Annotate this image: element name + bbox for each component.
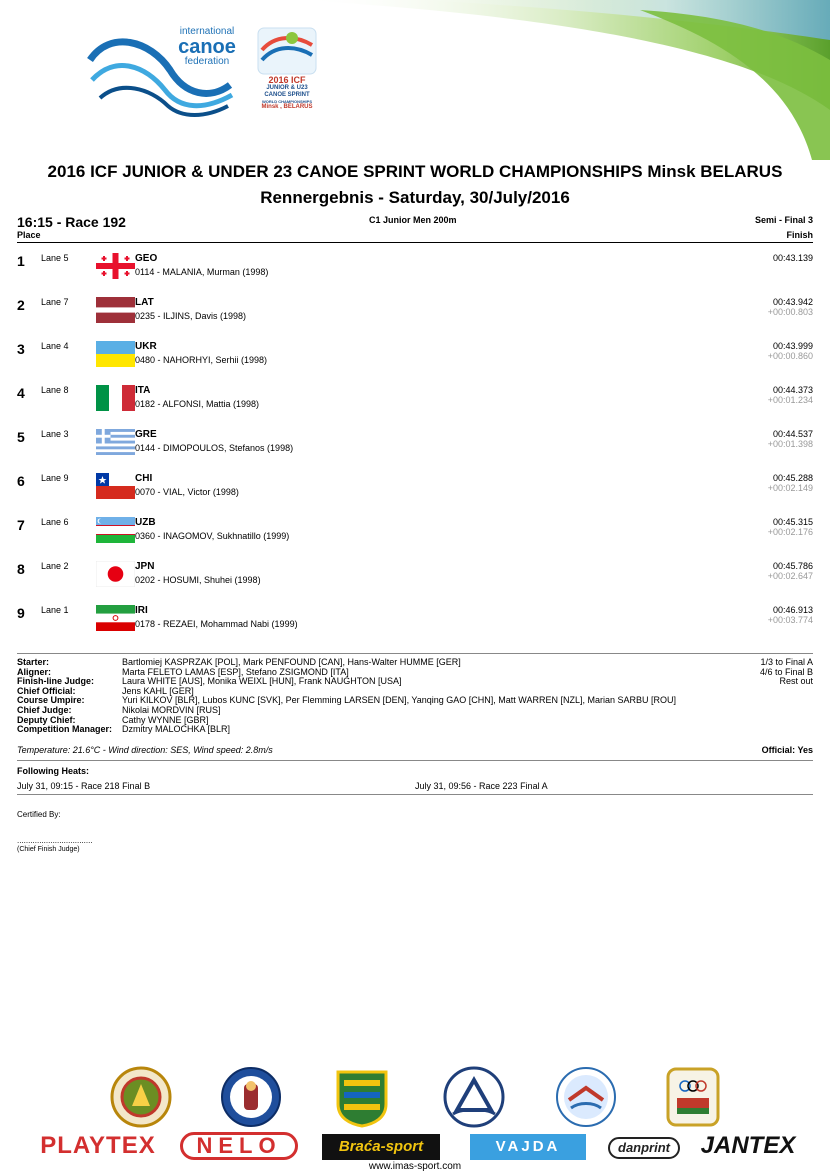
- result-row: [17, 471, 813, 515]
- result-time: 00:45.315: [772, 517, 813, 527]
- result-row: [17, 515, 813, 559]
- result-lane: Lane 5: [41, 253, 69, 263]
- result-place: 4: [17, 385, 25, 401]
- result-time: 00:45.288: [772, 473, 813, 483]
- lat-flag-icon: [96, 297, 135, 323]
- header-banner: [0, 0, 830, 160]
- federation-emblem-3-icon: [332, 1066, 392, 1128]
- official-status: Official: Yes: [761, 745, 813, 755]
- chi-flag-icon: [96, 473, 135, 499]
- federation-emblem-6-icon: [665, 1066, 721, 1128]
- result-nation: GRE: [135, 429, 157, 440]
- sponsor-jantex: JANTEX: [700, 1132, 796, 1159]
- result-time: 00:43.999: [772, 341, 813, 351]
- icf-logo-line3: federation: [184, 56, 230, 67]
- qualification-line: Rest out: [779, 676, 813, 687]
- official-value: Nikolai MORDVIN [RUS]: [122, 705, 221, 715]
- qualification-rules: [760, 658, 813, 687]
- iri-flag-icon: [96, 605, 135, 631]
- qualification-line: 1/3 to Final A: [760, 657, 813, 667]
- weather-divider: [17, 760, 813, 761]
- result-nation: GEO: [135, 253, 158, 264]
- event-logo-line3: CANOE SPRINT: [264, 92, 310, 98]
- official-label: Course Umpire:: [17, 695, 85, 706]
- result-lane: Lane 1: [41, 605, 69, 615]
- icf-logo: [172, 27, 242, 67]
- result-athlete: 0360 - INAGOMOV, Sukhnatillo (1999): [135, 531, 290, 541]
- result-time: 00:44.537: [772, 429, 813, 439]
- place-header: Place: [17, 230, 41, 240]
- official-label: Finish-line Judge:: [17, 676, 95, 687]
- result-gap: +00:01.398: [767, 439, 813, 449]
- result-time: 00:43.139: [772, 253, 813, 263]
- result-place: 9: [17, 605, 25, 621]
- ita-flag-icon: [96, 385, 135, 411]
- official-value: Dzmitry MALOCHKA [BLR]: [122, 724, 231, 735]
- official-value: Marta FELETO LAMAS [ESP], Stefano ZSIGMOND [ITA]: [122, 666, 349, 677]
- result-athlete: 0070 - VIAL, Victor (1998): [135, 487, 239, 497]
- signature-line: ..................................: [17, 836, 93, 845]
- result-gap: +00:03.774: [767, 615, 813, 625]
- federation-emblem-2-icon: [220, 1066, 282, 1128]
- results-divider: [17, 653, 813, 654]
- result-lane: Lane 7: [41, 297, 69, 307]
- result-time: 00:43.942: [772, 297, 813, 307]
- result-nation: CHI: [135, 473, 153, 484]
- result-gap: +00:02.149: [767, 483, 813, 493]
- qualification-line: 4/6 to Final B: [759, 666, 813, 677]
- geo-flag-icon: [96, 253, 135, 279]
- result-nation: UKR: [135, 341, 157, 352]
- result-athlete: 0235 - ILJINS, Davis (1998): [135, 311, 247, 321]
- result-lane: Lane 9: [41, 473, 69, 483]
- chief-finish-judge: (Chief Finish Judge): [17, 846, 80, 853]
- event-logo-line4: WORLD CHAMPIONSHIPS: [262, 99, 312, 104]
- official-value: Bartlomiej KASPRZAK [POL], Mark PENFOUND [CAN], Hans-Walter HUMME [GER]: [122, 657, 461, 667]
- sponsor-vajda: VAJDA: [470, 1134, 586, 1160]
- result-athlete: 0182 - ALFONSI, Mattia (1998): [135, 399, 260, 409]
- official-label: Starter:: [17, 657, 50, 667]
- result-athlete: 0202 - HOSUMI, Shuhei (1998): [135, 575, 261, 585]
- event-logo-line2: JUNIOR & U23: [266, 85, 308, 91]
- result-athlete: 0178 - REZAEI, Mohammad Nabi (1999): [135, 619, 298, 629]
- event-logo-line5: Minsk , BELARUS: [261, 104, 313, 110]
- uzb-flag-icon: [96, 517, 135, 543]
- official-value: Cathy WYNNE [GBR]: [122, 714, 209, 725]
- result-nation: IRI: [135, 605, 148, 616]
- race-phase: Semi - Final 3: [754, 215, 813, 225]
- weather-info: Temperature: 21.6°C - Wind direction: SES, Wind speed: 2.8m/s: [17, 745, 273, 755]
- jpn-flag-icon: [96, 561, 135, 587]
- sponsor-danprint: danprint: [608, 1137, 680, 1159]
- following-divider: [17, 794, 813, 795]
- following-heat: July 31, 09:56 - Race 223 Final A: [415, 781, 548, 791]
- result-place: 2: [17, 297, 25, 313]
- official-value: Jens KAHL [GER]: [122, 685, 194, 696]
- event-name: C1 Junior Men 200m: [369, 215, 457, 225]
- result-lane: Lane 2: [41, 561, 69, 571]
- sponsor-playtex: PLAYTEX: [40, 1132, 156, 1159]
- result-gap: +00:00.860: [767, 351, 813, 361]
- result-gap: +00:00.803: [767, 307, 813, 317]
- official-label: Aligner:: [17, 666, 52, 677]
- official-value: Laura WHITE [AUS], Monika WEIXL [HUN], Frank NAUGHTON [USA]: [122, 676, 402, 687]
- result-place: 1: [17, 253, 25, 269]
- icf-logo-line2: canoe: [178, 36, 236, 58]
- race-time: 16:15 - Race 192: [17, 214, 126, 230]
- federation-emblem-1-icon: [110, 1066, 172, 1128]
- result-athlete: 0144 - DIMOPOULOS, Stefanos (1998): [135, 443, 294, 453]
- official-label: Chief Judge:: [17, 705, 72, 715]
- result-place: 3: [17, 341, 25, 357]
- result-gap: +00:02.647: [767, 571, 813, 581]
- ukr-flag-icon: [96, 341, 135, 367]
- result-row: [17, 559, 813, 603]
- website-link[interactable]: www.imas-sport.com: [368, 1161, 462, 1172]
- finish-header: Finish: [786, 230, 813, 240]
- result-time: 00:45.786: [772, 561, 813, 571]
- result-row: [17, 427, 813, 471]
- header-divider: [17, 242, 813, 243]
- page-title: 2016 ICF JUNIOR & UNDER 23 CANOE SPRINT WORLD CHAMPIONSHIPS Minsk BELARUS: [47, 162, 783, 181]
- sponsor-braca-sport: Braća-sport: [322, 1134, 440, 1160]
- result-athlete: 0114 - MALANIA, Murman (1998): [135, 267, 269, 277]
- result-row: [17, 251, 813, 295]
- event-logo-line1: 2016 ICF: [268, 75, 306, 85]
- official-label: Chief Official:: [17, 685, 76, 696]
- sponsor-nelo: NELO: [180, 1132, 298, 1160]
- gre-flag-icon: [96, 429, 135, 455]
- result-lane: Lane 3: [41, 429, 69, 439]
- result-lane: Lane 4: [41, 341, 69, 351]
- result-nation: UZB: [135, 517, 156, 528]
- result-row: [17, 295, 813, 339]
- result-place: 6: [17, 473, 25, 489]
- official-label: Deputy Chief:: [17, 714, 76, 725]
- official-value: Yuri KILKOV [BLR], Lubos KUNC [SVK], Per Flemming LARSEN [DEN], Yanqing GAO [CHN], Matt WARREN [NZL], Marian SARBU [ROU]: [122, 695, 676, 706]
- result-place: 8: [17, 561, 25, 577]
- certified-by: Certified By:: [17, 810, 61, 819]
- page-subtitle: Rennergebnis - Saturday, 30/July/2016: [260, 188, 570, 207]
- result-gap: +00:01.234: [767, 395, 813, 405]
- result-place: 5: [17, 429, 25, 445]
- result-nation: JPN: [135, 561, 155, 572]
- official-label: Competition Manager:: [17, 724, 113, 735]
- event-logo: [257, 75, 317, 111]
- federation-emblem-4-icon: [443, 1066, 505, 1128]
- result-nation: LAT: [135, 297, 154, 308]
- result-nation: ITA: [135, 385, 151, 396]
- following-heat: July 31, 09:15 - Race 218 Final B: [17, 781, 151, 791]
- result-time: 00:46.913: [772, 605, 813, 615]
- event-logo-icon: [258, 28, 316, 74]
- result-athlete: 0480 - NAHORHYI, Serhii (1998): [135, 355, 268, 365]
- result-row: [17, 339, 813, 383]
- result-row: [17, 603, 813, 647]
- result-gap: +00:02.176: [767, 527, 813, 537]
- result-row: [17, 383, 813, 427]
- icf-logo-line1: international: [179, 26, 235, 37]
- following-heats-label: Following Heats:: [17, 766, 89, 776]
- federation-emblem-5-icon: [555, 1066, 617, 1128]
- result-lane: Lane 6: [41, 517, 69, 527]
- result-lane: Lane 8: [41, 385, 69, 395]
- result-time: 00:44.373: [772, 385, 813, 395]
- result-place: 7: [17, 517, 25, 533]
